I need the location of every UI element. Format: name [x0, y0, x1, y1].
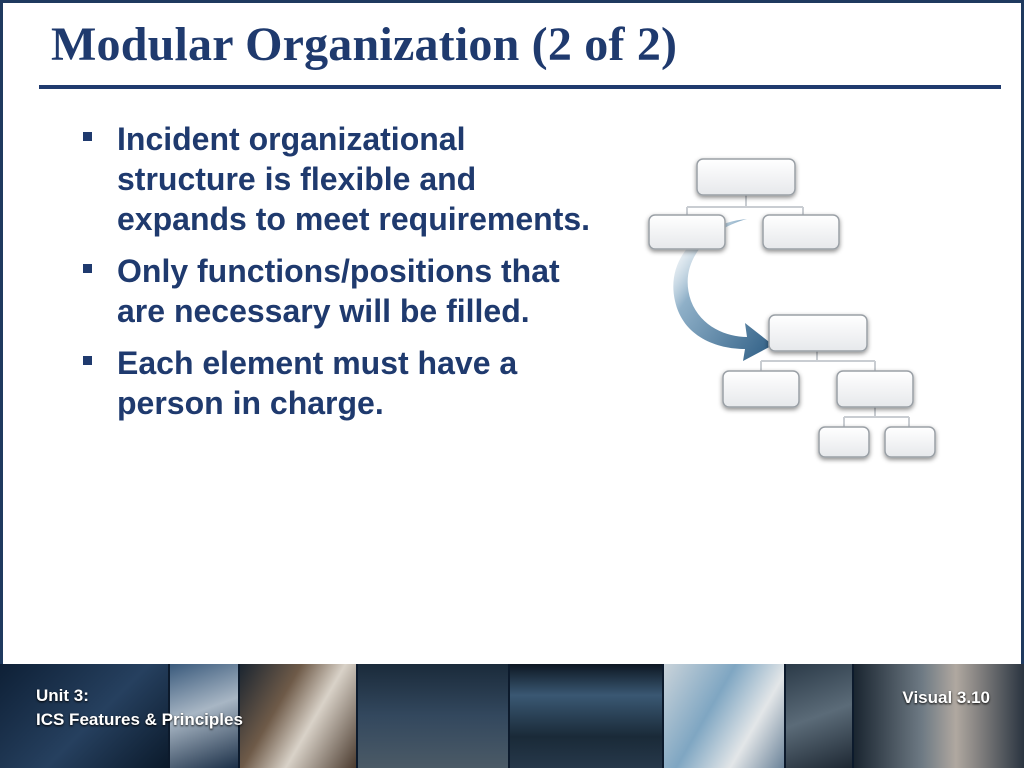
footer-unit-label: [36, 684, 243, 732]
org-box: [769, 315, 867, 351]
org-box: [819, 427, 869, 457]
org-box: [723, 371, 799, 407]
org-box: [697, 159, 795, 195]
visual-number: Visual 3.10: [902, 688, 990, 707]
photo-panel: [358, 664, 510, 768]
bullet-text: Each element must have a person in charge.: [117, 345, 518, 421]
photo-panel: [510, 664, 664, 768]
bullet-square-icon: [83, 132, 92, 141]
org-chart-expansion-diagram: [639, 151, 949, 471]
photo-panel: [854, 664, 1024, 768]
title-divider: [39, 85, 1001, 89]
bullet-text: Only functions/positions that are necessary will be filled.: [117, 253, 560, 329]
org-box: [649, 215, 725, 249]
org-box: [763, 215, 839, 249]
org-chart-expansion-icon: [639, 151, 949, 471]
slide-title: Modular Organization (2 of 2): [51, 18, 678, 71]
footer-banner: [0, 664, 1024, 768]
top-chart-connectors: [687, 195, 803, 217]
unit-number: Unit 3:: [36, 686, 89, 705]
photo-panel: [664, 664, 786, 768]
org-box: [837, 371, 913, 407]
bullet-square-icon: [83, 356, 92, 365]
bullet-item: [81, 119, 601, 239]
bullet-item: [81, 251, 601, 331]
photo-panel: [786, 664, 854, 768]
bullet-item: [81, 343, 601, 423]
org-box: [885, 427, 935, 457]
bullet-square-icon: [83, 264, 92, 273]
unit-name: ICS Features & Principles: [36, 710, 243, 729]
bullet-list: [81, 119, 601, 435]
photo-panel: [240, 664, 358, 768]
bullet-text: Incident organizational structure is flexible and expands to meet requirements.: [117, 121, 591, 237]
